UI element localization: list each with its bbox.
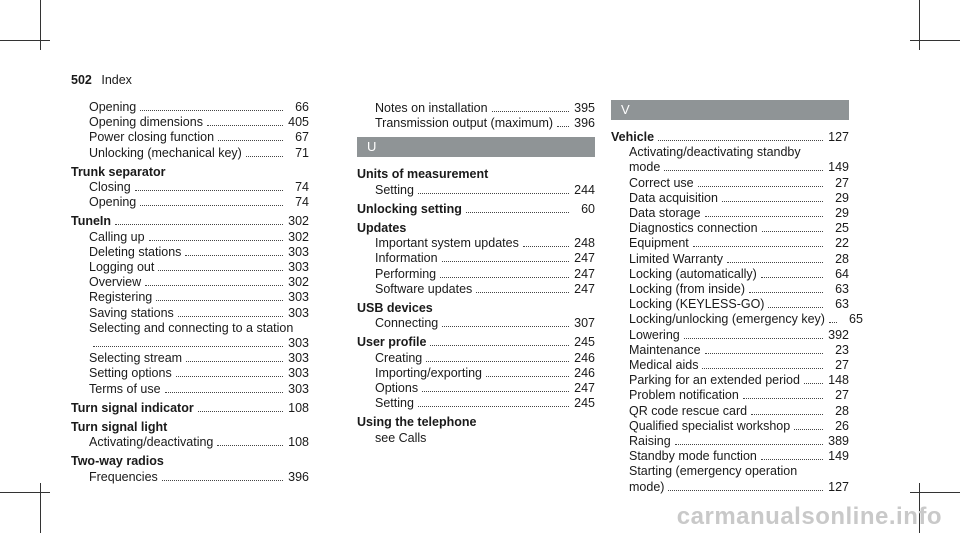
index-entry — [71, 290, 309, 305]
index-heading — [357, 202, 595, 217]
page-reference: 303 — [288, 336, 309, 351]
dot-leader — [664, 170, 823, 171]
page-reference: 247 — [574, 266, 595, 281]
crop-mark — [0, 40, 50, 41]
entry-label: Overview — [89, 275, 142, 290]
index-entry — [71, 130, 309, 145]
entry-label: Diagnostics connection — [629, 221, 758, 236]
dot-leader — [804, 383, 823, 384]
index-entry — [71, 275, 309, 290]
entry-label: Setting options — [89, 366, 172, 381]
page-reference: 29 — [835, 190, 849, 205]
page-reference: 65 — [849, 312, 863, 327]
entry-label: Lowering — [629, 327, 680, 342]
index-entry — [611, 191, 849, 206]
index-entry — [71, 180, 309, 195]
page-reference: 29 — [835, 206, 849, 221]
page-reference: 27 — [835, 175, 849, 190]
index-entry — [71, 230, 309, 245]
dot-leader — [698, 186, 823, 187]
dot-leader — [426, 361, 569, 362]
entry-label: Information — [375, 251, 438, 266]
index-heading — [357, 415, 595, 430]
dot-leader — [165, 392, 283, 393]
index-column-2 — [357, 101, 595, 446]
entry-label: Power closing function — [89, 130, 215, 145]
index-entry — [71, 470, 309, 485]
dot-leader — [675, 444, 823, 445]
page-reference: 245 — [574, 396, 595, 411]
dot-leader — [761, 459, 823, 460]
index-entry — [71, 100, 309, 115]
crop-mark — [40, 0, 41, 50]
dot-leader — [727, 262, 823, 263]
entry-label: Connecting — [375, 316, 439, 331]
index-entry — [71, 260, 309, 275]
page-reference: 302 — [288, 214, 309, 229]
index-entry — [611, 328, 849, 343]
entry-label: Opening — [89, 100, 137, 114]
entry-label: Opening dimensions — [89, 115, 203, 130]
index-entry — [71, 366, 309, 381]
dot-leader — [476, 292, 569, 293]
entry-label: mode — [629, 160, 661, 175]
dot-leader — [492, 111, 569, 112]
index-entry — [357, 236, 595, 251]
index-entry — [611, 206, 849, 221]
entry-label: Qualified specialist workshop — [629, 418, 791, 433]
page-reference: 148 — [828, 373, 849, 388]
entry-label: Units of measurement — [357, 167, 489, 182]
dot-leader — [135, 190, 283, 191]
page-reference: 389 — [828, 434, 849, 449]
index-entry — [357, 267, 595, 282]
index-letter-header: U — [357, 137, 595, 157]
index-heading — [357, 301, 595, 316]
index-entry — [611, 267, 849, 282]
watermark: carmanualsonline.info — [676, 503, 942, 530]
page-reference: 74 — [295, 180, 309, 195]
entry-label: Locking (from inside) — [629, 282, 746, 297]
dot-leader — [218, 140, 283, 141]
entry-label: Data acquisition — [629, 190, 718, 205]
index-entry — [357, 366, 595, 381]
index-entry-text: Starting (emergency operation — [629, 464, 798, 479]
page-reference: 28 — [835, 403, 849, 418]
index-entry — [611, 236, 849, 251]
entry-label: Selecting stream — [89, 351, 183, 366]
dot-leader — [176, 376, 283, 377]
entry-label: Deleting stations — [89, 244, 182, 259]
entry-label: Options — [375, 381, 419, 396]
index-entry — [611, 160, 849, 175]
index-entry — [611, 388, 849, 403]
entry-label: QR code rescue card — [629, 403, 748, 418]
dot-leader — [162, 480, 283, 481]
entry-label: mode) — [629, 479, 665, 494]
dot-leader — [185, 255, 283, 256]
index-entry-text: Activating/deactivating standby — [629, 145, 801, 160]
dot-leader — [217, 445, 283, 446]
page-reference: 25 — [835, 221, 849, 236]
entry-label: TuneIn — [71, 214, 112, 229]
dot-leader — [430, 345, 569, 346]
page-reference: 244 — [574, 182, 595, 197]
index-entry — [357, 251, 595, 266]
page-reference: 303 — [288, 290, 309, 305]
index-heading — [71, 214, 309, 229]
dot-leader — [246, 156, 283, 157]
index-entry — [357, 316, 595, 331]
index-entry — [611, 343, 849, 358]
index-heading — [71, 165, 309, 180]
dot-leader — [794, 429, 823, 430]
dot-leader — [178, 316, 283, 317]
dot-leader — [749, 292, 823, 293]
page-reference: 27 — [835, 358, 849, 373]
section-title: Index — [101, 73, 132, 87]
dot-leader — [140, 110, 283, 111]
dot-leader — [418, 406, 569, 407]
dot-leader — [486, 376, 569, 377]
crop-mark — [0, 492, 50, 493]
dot-leader — [658, 140, 823, 141]
dot-leader — [557, 126, 569, 127]
dot-leader — [93, 346, 283, 347]
index-entry — [611, 434, 849, 449]
entry-label: Equipment — [629, 236, 689, 251]
page-reference: 392 — [828, 327, 849, 342]
index-entry — [611, 282, 849, 297]
entry-label: Terms of use — [89, 381, 161, 396]
index-heading — [357, 167, 595, 182]
entry-label: Problem notification — [629, 388, 739, 403]
entry-label: Unlocking setting — [357, 201, 462, 216]
entry-label: Standby mode function — [629, 449, 757, 464]
index-entry — [357, 116, 595, 131]
index-heading — [357, 221, 595, 236]
dot-leader — [145, 285, 283, 286]
index-entry — [357, 351, 595, 366]
index-heading — [71, 454, 309, 469]
page-reference: 26 — [835, 418, 849, 433]
index-entry — [357, 381, 595, 396]
page-reference: 66 — [295, 100, 309, 114]
index-entry — [611, 480, 849, 495]
entry-label: Correct use — [629, 175, 694, 190]
crop-mark — [40, 483, 41, 533]
page-reference: 303 — [288, 366, 309, 381]
page-reference: 245 — [574, 335, 595, 350]
index-entry — [71, 351, 309, 366]
dot-leader — [207, 125, 283, 126]
page-reference: 307 — [574, 316, 595, 331]
dot-leader — [186, 361, 283, 362]
dot-leader — [442, 326, 569, 327]
index-entry — [71, 382, 309, 397]
dot-leader — [466, 212, 569, 213]
dot-leader — [156, 300, 283, 301]
entry-label: Calling up — [89, 229, 145, 244]
entry-label: Medical aids — [629, 358, 699, 373]
dot-leader — [768, 307, 823, 308]
page-reference: 302 — [288, 275, 309, 290]
entry-label: Locking (KEYLESS-GO) — [629, 297, 765, 312]
page-reference: 74 — [295, 195, 309, 210]
page-reference: 248 — [574, 236, 595, 251]
page-reference: 22 — [835, 236, 849, 251]
page-reference: 23 — [835, 342, 849, 357]
page-reference: 303 — [288, 351, 309, 366]
entry-label: Data storage — [629, 206, 701, 221]
index-entry — [611, 404, 849, 419]
index-entry — [71, 195, 309, 210]
entry-label: Transmission output (maximum) — [375, 116, 554, 131]
page-header — [71, 73, 132, 87]
dot-leader — [115, 224, 283, 225]
index-heading — [71, 420, 309, 435]
index-entry — [611, 449, 849, 464]
entry-label: Notes on installation — [375, 101, 488, 115]
index-entry — [71, 336, 309, 351]
page-reference: 246 — [574, 350, 595, 365]
entry-label: Saving stations — [89, 305, 174, 320]
entry-label: Raising — [629, 434, 671, 449]
entry-label: Performing — [375, 266, 437, 281]
entry-label: User profile — [357, 335, 427, 350]
entry-label: USB devices — [357, 301, 433, 316]
dot-leader — [761, 277, 823, 278]
page-reference: 108 — [288, 400, 309, 415]
page-reference: 303 — [288, 260, 309, 275]
page-reference: 67 — [295, 130, 309, 145]
entry-label: Vehicle — [611, 130, 655, 144]
page-reference: 396 — [288, 469, 309, 484]
index-heading — [357, 335, 595, 350]
page-reference: 246 — [574, 365, 595, 380]
index-entry — [611, 221, 849, 236]
entry-label: Limited Warranty — [629, 251, 724, 266]
index-entry — [71, 115, 309, 130]
entry-label: Activating/deactivating — [89, 435, 214, 450]
entry-label: Opening — [89, 195, 137, 210]
index-entry — [611, 312, 863, 327]
dot-leader — [418, 193, 569, 194]
entry-label: Parking for an extended period — [629, 373, 800, 388]
entry-label: Closing — [89, 180, 131, 195]
index-entry — [357, 183, 595, 198]
entry-label: Setting — [375, 182, 414, 197]
dot-leader — [440, 277, 569, 278]
dot-leader — [705, 353, 823, 354]
page-reference: 63 — [835, 282, 849, 297]
entry-label: Locking (automatically) — [629, 266, 757, 281]
page-reference: 302 — [288, 229, 309, 244]
page-reference: 396 — [574, 116, 595, 131]
entry-label: Registering — [89, 290, 153, 305]
dot-leader — [140, 205, 283, 206]
entry-label: Updates — [357, 221, 407, 236]
index-entry — [71, 306, 309, 321]
page-reference: 63 — [835, 297, 849, 312]
page-reference: 127 — [828, 479, 849, 494]
index-column-3 — [611, 100, 863, 495]
index-entry — [611, 176, 849, 191]
dot-leader — [751, 414, 823, 415]
index-entry — [71, 245, 309, 260]
index-entry — [71, 435, 309, 450]
dot-leader — [149, 240, 283, 241]
page-reference: 247 — [574, 281, 595, 296]
entry-label: Trunk separator — [71, 164, 166, 179]
page-reference: 247 — [574, 381, 595, 396]
page-reference: 71 — [295, 145, 309, 160]
dot-leader — [442, 261, 569, 262]
entry-label: Turn signal indicator — [71, 400, 194, 415]
index-entry — [611, 358, 849, 373]
index-entry — [611, 373, 849, 388]
page-reference: 303 — [288, 381, 309, 396]
page-reference: 303 — [288, 305, 309, 320]
page-number: 502 — [71, 73, 92, 87]
entry-label: Maintenance — [629, 342, 701, 357]
crop-mark — [910, 40, 960, 41]
page-reference: 247 — [574, 251, 595, 266]
dot-leader — [722, 201, 823, 202]
index-entry — [357, 396, 595, 411]
dot-leader — [705, 216, 823, 217]
entry-label: Important system updates — [375, 236, 519, 251]
dot-leader — [668, 490, 823, 491]
index-entry — [611, 419, 849, 434]
index-entry — [611, 297, 849, 312]
entry-label: Importing/exporting — [375, 365, 483, 380]
page-reference: 108 — [288, 435, 309, 450]
entry-label: Logging out — [89, 260, 155, 275]
index-entry — [357, 282, 595, 297]
index-entry — [71, 146, 309, 161]
page-reference: 60 — [581, 201, 595, 216]
index-heading — [611, 130, 849, 145]
page-reference: 64 — [835, 266, 849, 281]
page-reference: 127 — [828, 130, 849, 144]
entry-label: Unlocking (mechanical key) — [89, 145, 242, 160]
index-entry-text: see Calls — [375, 430, 427, 445]
crop-mark — [910, 492, 960, 493]
index-entry — [357, 101, 595, 116]
dot-leader — [422, 391, 569, 392]
entry-label: Creating — [375, 350, 423, 365]
entry-label: Frequencies — [89, 469, 158, 484]
index-column-1 — [71, 100, 309, 485]
dot-leader — [684, 338, 823, 339]
crop-mark — [919, 0, 920, 50]
entry-label: Locking/unlocking (emergency key) — [629, 312, 825, 327]
index-heading — [71, 401, 309, 416]
entry-label: Turn signal light — [71, 420, 168, 435]
entry-label: Software updates — [375, 281, 473, 296]
page-reference: 395 — [574, 101, 595, 115]
page-reference: 27 — [835, 388, 849, 403]
dot-leader — [158, 270, 283, 271]
entry-label: Setting — [375, 396, 414, 411]
dot-leader — [693, 246, 823, 247]
page-reference: 405 — [288, 115, 309, 130]
dot-leader — [743, 398, 823, 399]
dot-leader — [523, 246, 569, 247]
dot-leader — [762, 231, 823, 232]
dot-leader — [702, 368, 823, 369]
page-reference: 303 — [288, 244, 309, 259]
index-entry — [611, 252, 849, 267]
page-reference: 149 — [828, 160, 849, 175]
entry-label: Two-way radios — [71, 454, 164, 469]
dot-leader — [198, 411, 283, 412]
dot-leader — [829, 322, 837, 323]
index-letter-header: V — [611, 100, 849, 120]
index-entry-text: Selecting and connecting to a station — [89, 320, 294, 335]
page-reference: 28 — [835, 251, 849, 266]
entry-label: Using the telephone — [357, 415, 477, 430]
page-reference: 149 — [828, 449, 849, 464]
